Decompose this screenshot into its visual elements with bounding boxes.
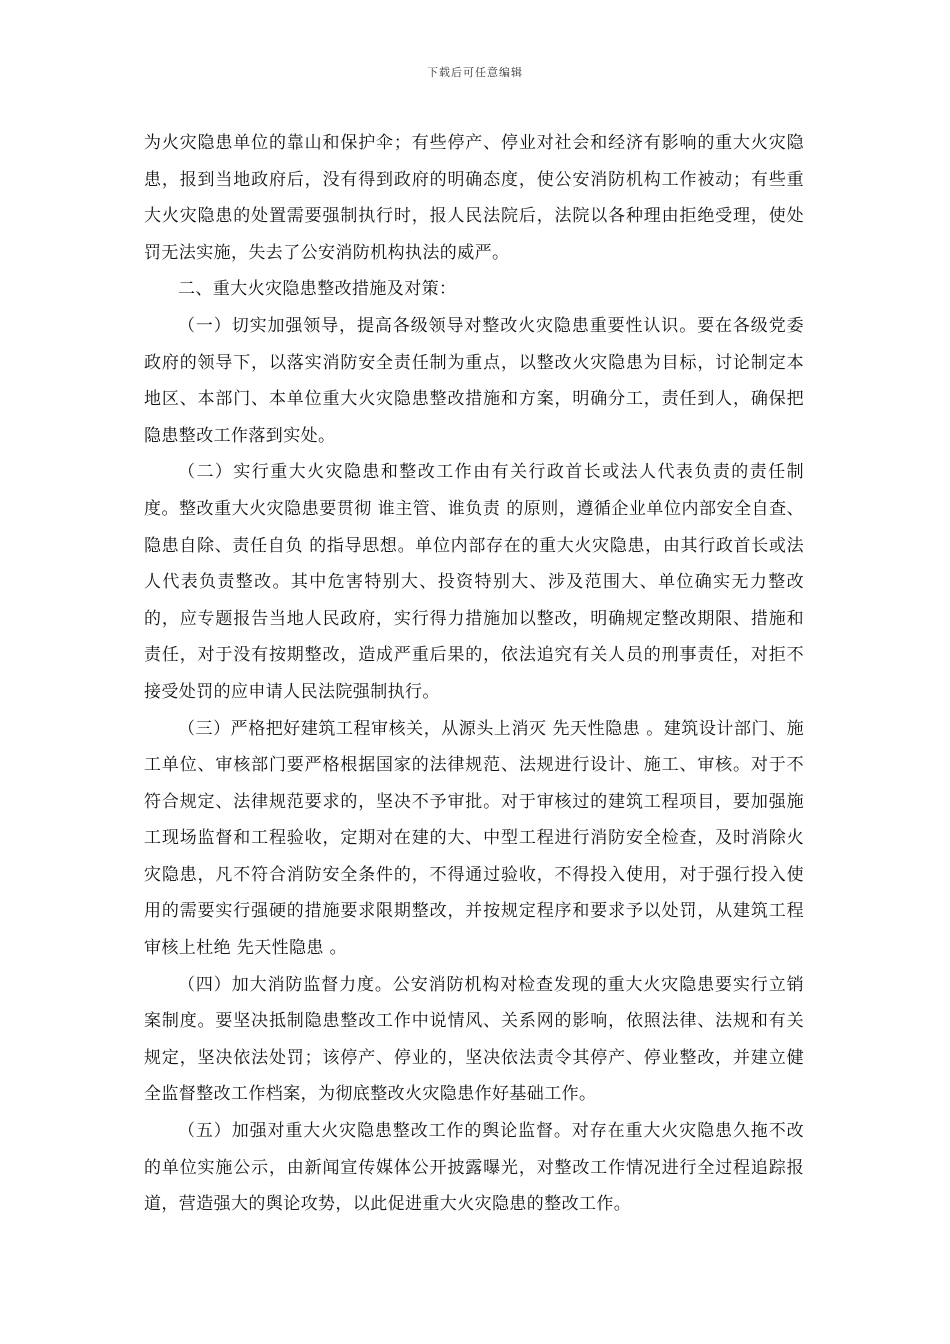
page-header: 下载后可任意编辑 <box>427 66 523 79</box>
paragraph-measure-2: （二）实行重大火灾隐患和整改工作由有关行政首长或法人代表负责的责任制度。整改重大火灾隐患要贯彻 谁主管、谁负责 的原则，遵循企业单位内部安全自查、隐患自除、责任自负 的指导思想。单位内部存在的重大火灾隐患，由其行政首长或法人代表负责整改。其中危害特别大、投资特别大、涉及范围大、单位确实无力整改的，应专题报告当地人民政府，实行得力措施加以整改，明确规定整改期限、措施和责任，对于没有按期整改，造成严重后果的，依法追究有关人员的刑事责任，对拒不接受处罚的应申请人民法院强制执行。 <box>144 462 804 702</box>
section-heading: 二、重大火灾隐患整改措施及对策： <box>178 279 457 300</box>
paragraph-measure-1: （一）切实加强领导，提高各级领导对整改火灾隐患重要性认识。要在各级党委政府的领导下，以落实消防安全责任制为重点，以整改火灾隐患为目标，讨论制定本地区、本部门、本单位重大火灾隐患整改措施和方案，明确分工，责任到人，确保把隐患整改工作落到实处。 <box>144 315 804 446</box>
paragraph-measure-4: （四）加大消防监督力度。公安消防机构对检查发现的重大火灾隐患要实行立销案制度。要坚决抵制隐患整改工作中说情风、关系网的影响，依照法律、法规和有关规定，坚决依法处罚；该停产、停业的，坚决依法责令其停产、停业整改，并建立健全监督整改工作档案，为彻底整改火灾隐患作好基础工作。 <box>144 974 804 1105</box>
document-body <box>144 125 804 1223</box>
paragraph-measure-5: （五）加强对重大火灾隐患整改工作的舆论监督。对存在重大火灾隐患久拖不改的单位实施公示，由新闻宣传媒体公开披露曝光，对整改工作情况进行全过程追踪报道，营造强大的舆论攻势，以此促进重大火灾隐患的整改工作。 <box>144 1121 804 1215</box>
paragraph-measure-3: （三）严格把好建筑工程审核关，从源头上消灭 先天性隐患 。建筑设计部门、施工单位、审核部门要严格根据国家的法律规范、法规进行设计、施工、审核。对于不符合规定、法律规范要求的，坚决不予审批。对于审核过的建筑工程项目，要加强施工现场监督和工程验收，定期对在建的大、中型工程进行消防安全检查，及时消除火灾隐患，凡不符合消防安全条件的，不得通过验收，不得投入使用，对于强行投入使用的需要实行强硬的措施要求限期整改，并按规定程序和要求予以处罚，从建筑工程审核上杜绝 先天性隐患 。 <box>144 718 804 959</box>
paragraph-continuation: 为火灾隐患单位的靠山和保护伞；有些停产、停业对社会和经济有影响的重大火灾隐患，报到当地政府后，没有得到政府的明确态度，使公安消防机构工作被动；有些重大火灾隐患的处置需要强制执行时，报人民法院后，法院以各种理由拒绝受理，使处罚无法实施，失去了公安消防机构执法的威严。 <box>144 133 804 263</box>
